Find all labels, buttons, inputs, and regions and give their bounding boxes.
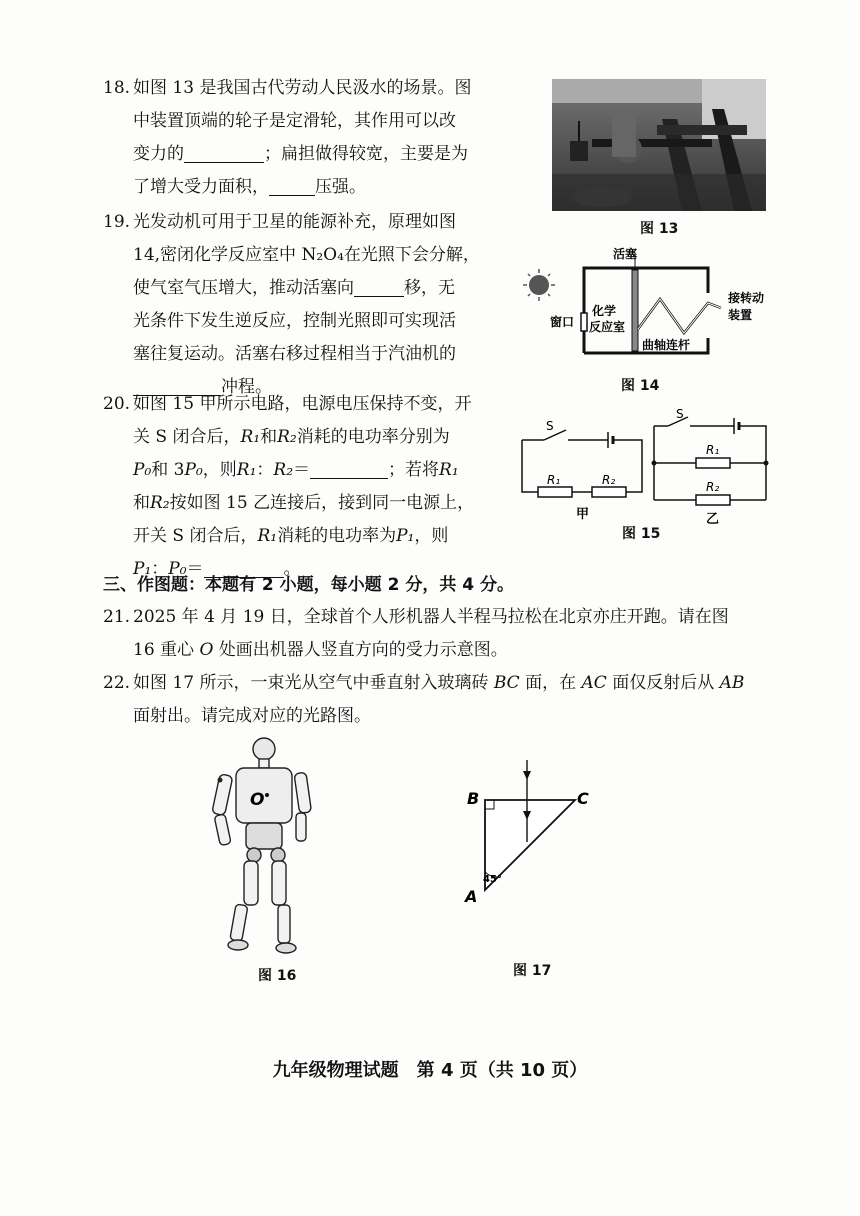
r1-label: R₁ [547,473,561,487]
vertex-c-label: C [577,789,589,808]
rotate-label-1: 接转动 [728,291,765,305]
question-text: 光发动机可用于卫星的能源补充，原理如图 [133,212,456,232]
question-number: 21. [103,607,131,627]
question-text: 如图 13 是我国古代劳动人民汲水的场景。图 [133,78,472,98]
figure-17-caption: 图 17 [513,963,552,979]
question-number: 19. [103,212,131,232]
angle-label: 45° [483,874,502,885]
question-19 [103,206,523,404]
question-text: 关 S 闭合后，R₁和R₂消耗的电功率分别为 [133,427,450,447]
window-slot [581,313,587,331]
circuit-jia-label: 甲 [576,507,590,522]
circuit-yi-label: 乙 [706,512,720,526]
piston [632,270,638,351]
question-text: 使气室气压增大，推动活塞向 移，无 [133,272,455,305]
figure-14-caption: 图 14 [621,378,660,394]
figure-15-caption: 图 15 [622,526,661,542]
question-text: 了增大受力面积， 压强。 [133,171,366,204]
question-text: P₁：P₀＝ 。 [133,553,301,586]
question-20 [103,388,523,586]
question-text: 16 重心 O 处画出机器人竖直方向的受力示意图。 [133,640,508,660]
r2-label: R₂ [706,480,720,494]
center-of-gravity-label: O [250,790,265,810]
crank-rod [638,299,721,333]
question-text: 冲程。 [133,371,272,404]
question-text: 光条件下发生逆反应，控制光照即可实现活 [133,311,456,331]
switch-label: S [676,408,684,421]
vertex-a-label: A [465,887,478,906]
rotate-label-2: 装置 [728,308,753,322]
answer-blank[interactable] [310,456,388,479]
figure-14 [516,243,778,373]
sun-icon [523,269,555,301]
question-text: 塞往复运动。活塞右移过程相当于汽油机的 [133,344,456,364]
figure-13-caption: 图 13 [640,221,679,237]
question-text: 开关 S 闭合后，R₁消耗的电功率为P₁，则 [133,526,449,546]
figure-17 [455,750,600,910]
figure-16 [206,735,318,957]
r1-label: R₁ [706,443,720,457]
robot-illustration [212,738,312,953]
r2-label: R₂ [602,473,616,487]
switch-label: S [546,419,554,433]
crank-label: 曲轴连杆 [642,338,691,352]
question-text: 2025 年 4 月 19 日，全球首个人形机器人半程马拉松在北京亦庄开跑。请在图 [133,607,729,627]
question-18 [103,72,523,204]
circuit-jia [522,430,642,497]
question-text: 14,密闭化学反应室中 N₂O₄在光照下会分解， [133,245,480,265]
well-scene-photo [552,79,766,211]
joint-dot [218,778,223,783]
figure-13 [552,79,766,211]
answer-blank[interactable] [184,140,264,163]
window-label: 窗口 [550,315,575,329]
page-footer: 九年级物理试题 第 4 页（共 10 页） [272,1060,588,1081]
answer-blank[interactable] [354,274,404,297]
question-text: P₀和 3P₀，则R₁：R₂＝ ；若将R₁ [133,454,459,487]
question-22 [103,667,803,733]
figure-16-caption: 图 16 [258,968,297,984]
junction-dot [764,461,769,466]
question-number: 22. [103,673,131,693]
question-text: 如图 17 所示，一束光从空气中垂直射入玻璃砖 BC 面，在 AC 面仅反射后从 AB [133,673,745,693]
chamber-label-2: 反应室 [589,320,626,334]
question-text: 中装置顶端的轮子是定滑轮，其作用可以改 [133,111,456,131]
chamber-label-1: 化学 [592,304,617,318]
vertex-b-label: B [467,789,480,808]
question-text: 如图 15 甲所示电路，电源电压保持不变，开 [133,394,472,414]
question-number: 18. [103,78,131,98]
figure-15 [516,408,774,526]
piston-label: 活塞 [613,247,638,261]
center-of-gravity-dot [265,793,269,797]
junction-dot [652,461,657,466]
question-text: 和R₂按如图 15 乙连接后，接到同一电源上， [133,493,475,513]
question-text: 变力的 ；扁担做得较宽，主要是为 [133,138,468,171]
section-heading: 三、作图题：本题有 2 小题，每小题 2 分，共 4 分。 [103,575,514,595]
question-text: 面射出。请完成对应的光路图。 [133,706,371,726]
question-number: 20. [103,394,131,414]
question-21 [103,601,803,667]
answer-blank[interactable] [269,173,315,196]
ray-arrow-icon [523,771,531,780]
